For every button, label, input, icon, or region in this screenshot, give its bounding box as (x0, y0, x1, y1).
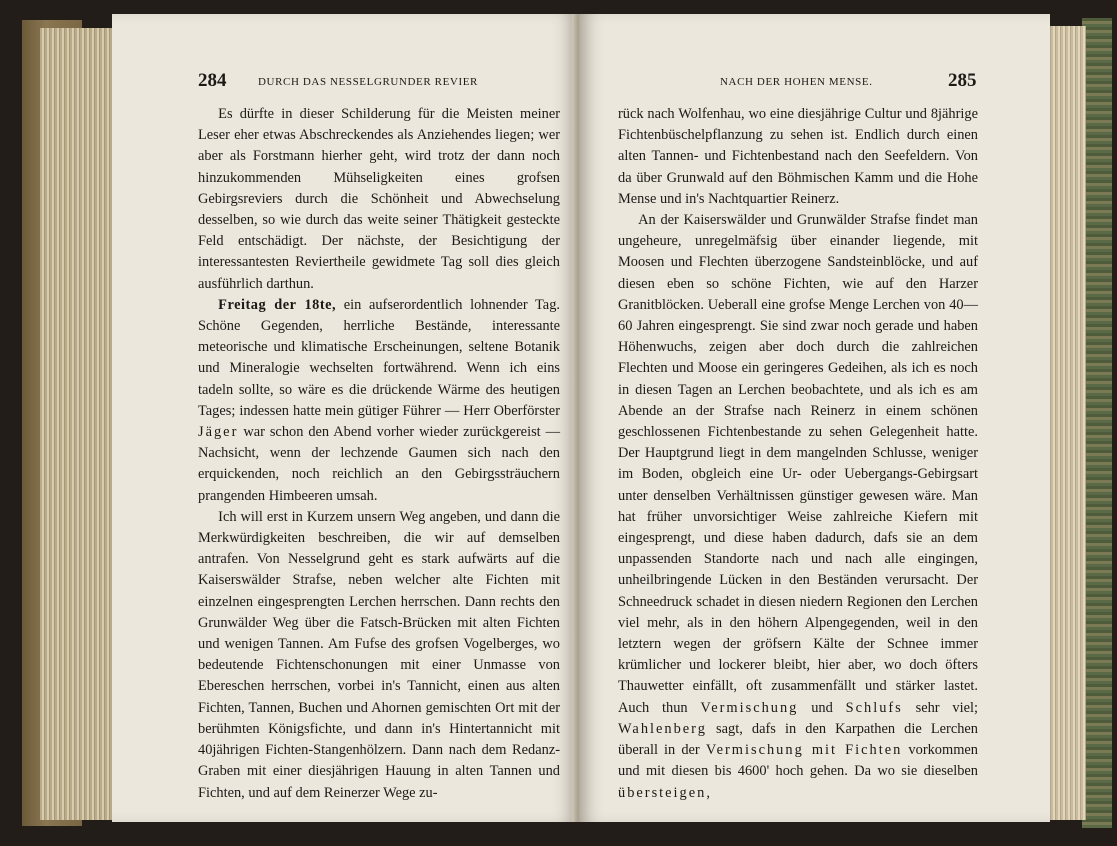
paragraph: Es dürfte in dieser Schilderung für die Meisten meiner Leser eher etwas Abschreckendes als Anziehendes liegen; wer aber als Forstmann hierher geht, wird trotz der dann noch hinzukommenden Mühseligkeiten eines grofsen Gebirgsreviers durch die Schönheit und Abwechselung desselben, so wie durch das weite seiner Thätigkeit gesteckte Feld entschädigt. Der nächste, der Besichtigung der interessantesten Reviertheile gewidmete Tag soll dies gleich ausführlich darthun. (198, 106, 560, 292)
paragraph (198, 295, 560, 507)
left-page-edges (40, 28, 122, 820)
page-number: 284 (198, 70, 227, 91)
body-text (198, 104, 560, 804)
paragraph: rück nach Wolfenhau, wo eine diesjährige Cultur und 8jährige Fichtenbüschelpflanzung zu sehen ist. Endlich durch einen alten Tannen- und Fichtenbestand nach den Seefeldern. Von da über Grunwald auf den Böhmischen Kamm und die Hohe Mense und in's Nachtquartier Reinerz. (618, 106, 978, 207)
body-text (618, 104, 978, 804)
spaced-name: Jäger (198, 424, 239, 441)
paragraph-text: war schon den Abend vorher wieder zurückgereist — Nachsicht, wenn der lechzende Gaumen sich nach den erquickenden, noch reichlich an den Gebirgssträuchern prangenden Himbeeren umsah. (198, 424, 560, 504)
spaced-term: übersteigen, (618, 784, 712, 801)
paragraph (618, 210, 978, 804)
paragraph-text: vorkommen und mit diesen bis 4600' hoch gehen. Da wo sie dieselben (618, 742, 978, 780)
running-head: DURCH DAS NESSELGRUNDER REVIER (258, 76, 478, 88)
paragraph-text: ein aufserordentlich lohnender Tag. Schöne Gegenden, herrliche Bestände, interessante meteorische und klimatische Erscheinungen, seltene Botanik und Mineralogie wechselten fortwährend. Wenn ich eins tadeln sollte, so wäre es die drückende Wärme des heutigen Tages; indessen hatte mein gütiger Führer — Herr Oberförster (198, 296, 560, 419)
left-page (112, 14, 576, 822)
spaced-term: Vermischung mit Fichten (705, 742, 903, 759)
page-number: 285 (948, 70, 977, 91)
paragraph-text: und (798, 699, 846, 716)
paragraph: Ich will erst in Kurzem unsern Weg angeben, und dann die Merkwürdigkeiten beschreiben, die wir auf demselben antrafen. Von Nesselgrund geht es stark aufwärts auf die Kaiserswälder Strafse, neben welcher alte Fichten mit einzelnen eingesprengten Lerchen herrschen. Dann rechts den Grunwälder Weg über die Fatsch-Brücken mit alten Fichten und wenigen Tannen. Am Fufse des grofsen Vogelberges, wo bedeutende Fichtenschonungen mit einer Unmasse von Ebereschen herrschen, vorbei in's Tannicht, einen aus alten Fichten, Tannen, Buchen und Ahornen gemischten Ort mit der berühmten Königsfichte, und dann in's Hintertannicht mit 40jährigen Fichten-Stangenhölzern. Dann nach dem Redanz-Graben mit einer diesjährigen Hauung in alten Tannen und Fichten, und auf dem Reinerzer Wege zu- (198, 508, 560, 801)
right-cover-board (1082, 18, 1112, 828)
paragraph-text: sagt, dafs in den Karpathen die Lerchen überall in der (618, 720, 978, 759)
date-lead: Freitag der 18te, (218, 296, 337, 313)
right-page (580, 14, 1050, 822)
paragraph-text: An der Kaiserswälder und Grunwälder Strafse findet man ungeheure, unregelmäfsig über einander liegende, mit Moosen und Flechten überzogene Sandsteinblöcke, und auf diesen eben so schöne Fichten, wie auf den Harzer Granitblöcken. Ueberall eine grofse Menge Lerchen von 40—60 Jahren eingesprengt. Sie sind zwar noch gerade und haben Höhenwuchs, zeigen aber doch durch die zahlreichen Flechten und Moose ein geringeres Gedeihen, als ich es noch in diesen Tagen an Lerchen beobachtete, und als ich es am Abende an der Strafse nach Reinerz in einem schönen geschlossenen Fichtenbestande zu sehen Gelegenheit hatte. Der Hauptgrund liegt in dem mangelnden Schlusse, weniger im Boden, obgleich eine Ur- oder Uebergangs-Gebirgsart unter denselben Verhältnissen günstiger gewesen wäre. Man hat früher unvorsichtiger Weise zahlreiche Kiefern mit eingesprengt, und diese haben dadurch, dafs sie an dem unpassenden Standorte nach und nach alle eingingen, unheilbringende Lücken in den Beständen verursacht. Der Schneedruck schadet in diesen niedern Regionen den Lerchen viel mehr, als in den höhern Alpengegenden, weil in den letztern wegen der gröfsern Kälte der Schnee immer krümlicher und lockerer bleibt, hier aber, wo doch öfters Thauwetter einfällt, oft zusammenfällt und stärker lastet. Auch thun (618, 212, 978, 716)
running-head: NACH DER HOHEN MENSE. (720, 76, 873, 88)
spaced-name: Wahlenberg (618, 720, 707, 737)
paragraph-text: sehr viel; (902, 699, 979, 716)
spaced-term: Vermischung (700, 699, 799, 716)
right-page-edges (1046, 26, 1086, 820)
spaced-term: Schlufs (845, 699, 903, 716)
